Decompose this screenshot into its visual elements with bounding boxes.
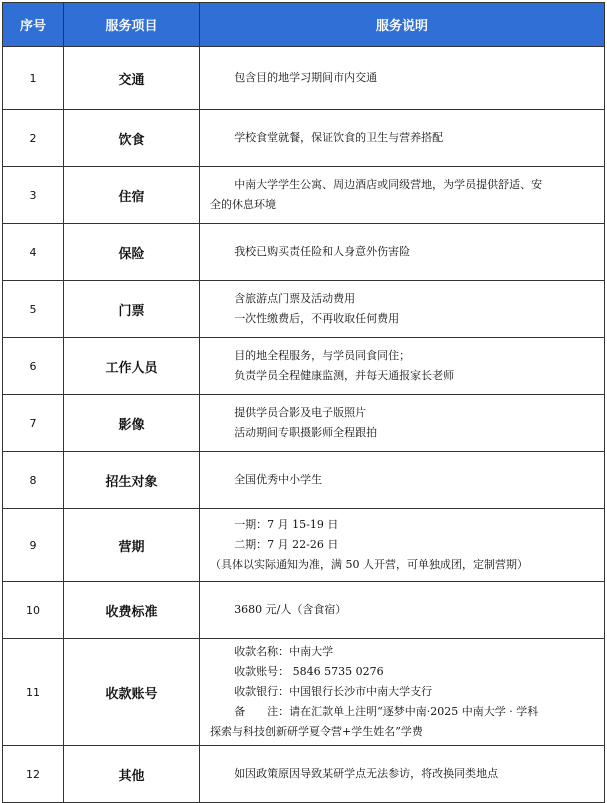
table-row [3, 582, 605, 639]
desc-line: 活动期间专职摄影师全程跟拍 [234, 426, 378, 439]
row-desc [200, 452, 605, 509]
row-item: 收款账号 [64, 639, 200, 746]
table-row [3, 639, 605, 746]
row-desc [200, 582, 605, 639]
row-no: 2 [3, 110, 64, 167]
desc-line: 二期：7 月 22-26 日 [234, 538, 339, 551]
desc-line: 如因政策原因导致某研学点无法参访，将改换同类地点 [234, 767, 499, 780]
row-no: 7 [3, 395, 64, 452]
desc-line: 全国优秀中小学生 [234, 473, 323, 486]
row-desc [200, 338, 605, 395]
row-item: 保险 [64, 224, 200, 281]
desc-line: 含旅游点门票及活动费用 [234, 292, 356, 305]
desc-line: 备 注：请在汇款单上注明“逐梦中南·2025 中南大学 · 学科 [234, 705, 539, 718]
row-no: 10 [3, 582, 64, 639]
header-no: 序号 [3, 3, 64, 47]
table-row [3, 167, 605, 224]
desc-line: 一次性缴费后，不再收取任何费用 [234, 312, 400, 325]
table-row [3, 47, 605, 110]
table-row [3, 746, 605, 803]
desc-line: 包含目的地学习期间市内交通 [234, 71, 378, 84]
desc-line: 探索与科技创新研学夏令营+学生姓名”学费 [210, 725, 423, 738]
row-desc [200, 395, 605, 452]
row-desc [200, 639, 605, 746]
row-no: 6 [3, 338, 64, 395]
row-no: 1 [3, 47, 64, 110]
row-item: 收费标准 [64, 582, 200, 639]
desc-line: 一期：7 月 15-19 日 [234, 518, 339, 531]
row-no: 12 [3, 746, 64, 803]
desc-line: 负责学员全程健康监测，并每天通报家长老师 [234, 369, 455, 382]
row-no: 8 [3, 452, 64, 509]
row-no: 5 [3, 281, 64, 338]
row-desc [200, 47, 605, 110]
row-desc [200, 167, 605, 224]
row-item: 交通 [64, 47, 200, 110]
row-no: 9 [3, 509, 64, 582]
table-row [3, 224, 605, 281]
desc-line: 全的休息环境 [210, 198, 276, 211]
desc-line: 学校食堂就餐，保证饮食的卫生与营养搭配 [234, 131, 444, 144]
desc-line: 3680 元/人（含食宿） [234, 603, 347, 616]
desc-line: 目的地全程服务，与学员同食同住； [234, 349, 411, 362]
desc-line: 我校已购买责任险和人身意外伤害险 [234, 245, 411, 258]
row-item: 门票 [64, 281, 200, 338]
desc-line: 收款名称：中南大学 [234, 645, 334, 658]
table-row [3, 395, 605, 452]
row-item: 招生对象 [64, 452, 200, 509]
table-header-row [3, 3, 605, 47]
desc-line: 收款银行：中国银行长沙市中南大学支行 [234, 685, 433, 698]
table-row [3, 452, 605, 509]
row-item: 其他 [64, 746, 200, 803]
row-desc [200, 224, 605, 281]
header-desc: 服务说明 [200, 3, 605, 47]
desc-line: （具体以实际通知为准，满 50 人开营，可单独成团，定制营期） [210, 558, 528, 571]
table-row [3, 281, 605, 338]
desc-line: 中南大学学生公寓、周边酒店或同级营地，为学员提供舒适、安 [234, 178, 543, 191]
service-table [2, 2, 605, 803]
desc-line: 提供学员合影及电子版照片 [234, 406, 367, 419]
row-no: 11 [3, 639, 64, 746]
header-item: 服务项目 [64, 3, 200, 47]
row-desc [200, 281, 605, 338]
row-no: 3 [3, 167, 64, 224]
row-item: 营期 [64, 509, 200, 582]
row-item: 住宿 [64, 167, 200, 224]
row-item: 工作人员 [64, 338, 200, 395]
row-desc [200, 110, 605, 167]
row-no: 4 [3, 224, 64, 281]
desc-line: 收款账号： 5846 5735 0276 [234, 665, 384, 678]
row-item: 影像 [64, 395, 200, 452]
table-row [3, 110, 605, 167]
table-row [3, 338, 605, 395]
row-desc [200, 746, 605, 803]
row-item: 饮食 [64, 110, 200, 167]
table-row [3, 509, 605, 582]
row-desc [200, 509, 605, 582]
